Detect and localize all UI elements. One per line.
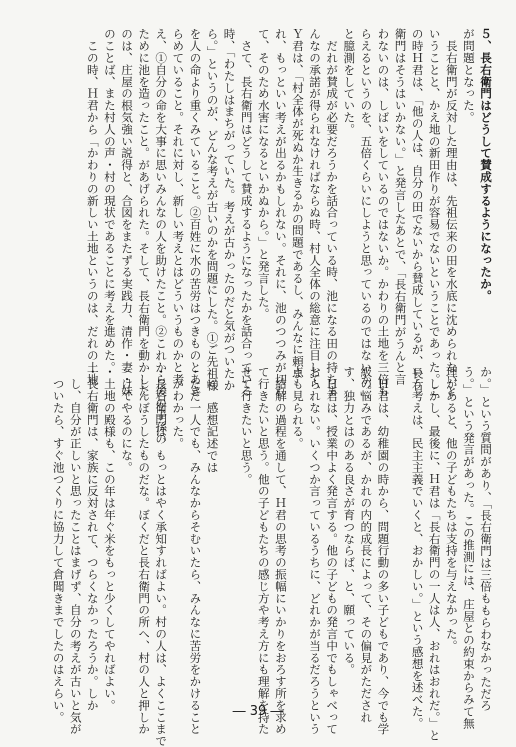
lower-text-line: ⑥ 感想記述では [205, 366, 220, 474]
upper-text-line: と臆測をしていた。 [342, 28, 357, 136]
lower-text-line: 結解の過程を通して、Ｈ君の思考の振幅にいかりをおろす所を求め [273, 366, 288, 735]
lower-text-line: Ｈ君は、授業中よく発言する。他の子どもの発言中でもしゃべって [325, 366, 340, 735]
upper-text-line: の時Ｈ君は、「他の人は、自分の田でないから賛成しているが、長右 [410, 28, 425, 392]
upper-text-line: 長右衛門が反対した理由は、先祖伝来の田を水底に沈められないと [444, 28, 459, 397]
lower-text-line: しんぼうしたものだな。ぼくだと長右衛門の所へ、村の人と押しか [137, 366, 152, 735]
lower-text-line: う。」という発言があった。この推測には、庄屋との約束からみて無 [461, 366, 476, 730]
upper-text-line: ために池を造ったこと。があげられた。そして、長右衛門を動かした [137, 28, 152, 397]
upper-text-line: れ、もっといい考えが出るかもしれない。それに、池のつつみが切れ [273, 28, 288, 397]
upper-text-line: んなの承諾が得られなければならぬ時、村人全体の総意に注目して、 [308, 28, 323, 397]
page-number: ― 39 ― [232, 704, 284, 719]
lower-text-line: 級の悩みであるが、かれの内的成長によって、その偏見がただされ [359, 366, 374, 723]
upper-text-line: だれが賛成が必要だろうかを話合っている時、池になる田の持ちま [325, 28, 340, 397]
upper-text-line: わないのは、しばいをしているのではないか。かわりの土地を三倍も [376, 28, 391, 397]
lower-text-line: ・ただ一人でも、みんなからそむいたら、みんなに苦労をかけること [188, 366, 203, 735]
lower-text-line: Ｈ君は、幼稚園の時から、問題行動の多い子どもであり、今でも学 [376, 366, 391, 735]
lower-text-line: せて行きたいと思う。 [239, 366, 254, 485]
lower-text-line [391, 366, 408, 696]
lower-text-line: いう考えは、民主主義でいくと、おかしい。」という感想を述べた。 [410, 366, 425, 730]
upper-text-line: が問題となった。 [461, 28, 476, 124]
lower-text-line: す、独力とはのある良さが育つならば、と、願っている。 [342, 366, 357, 676]
upper-text-line: いうことと、かえ地の新田作りが容易でないということであった。こ [427, 28, 442, 397]
lower-text-line: て行きたいと思う。他の子どもたちの感じ方や考え方にも理解を持た [256, 366, 271, 735]
lower-text-line [221, 366, 238, 696]
upper-text-line: 衛門はそうはいかない。」と発言したあとで、「長右衛門がうんと言 [393, 28, 408, 386]
lower-text-line: ・長右衛門は、家族に反対されて、つらくなかったろうか。しか [85, 366, 100, 712]
lower-text-line: か。」という質問があり、「長右衛門は三倍ももらわなかっただろ [479, 366, 493, 712]
upper-text-line: さて、長右衛門はどうして賛成するようになったかを話合っている [239, 28, 254, 397]
lower-text-line: 理があると、他の子どもたちは支持を与えなかった。 [444, 366, 459, 652]
lower-text-line: しかし、最後に、Ｈ君は「長右衛門の一人は人、おれはおれだ。」と [427, 366, 442, 741]
lower-text-line: ・土地の殿様も、この年は年ぐ米をもっと少くしてやればよい。 [102, 366, 117, 712]
upper-text-line: を人の命より重くみていること。②百姓に水の苦労はつきものとあき [188, 28, 203, 397]
upper-text-line: ５、長右衛門はどうして賛成するようになったか。 [479, 28, 493, 302]
lower-text-line: ・長右衛門は、もっとはやく承知すればよい。村の人は、よくここまで [154, 366, 169, 747]
upper-text-line: Ｙ君は、「村全体が死ぬか生きるかの問題であるし、みんなに頼ま [290, 28, 305, 380]
lower-text-line: ついたら、すぐ池つくりに協力して倉聞きまでしたのはえらい。 [51, 366, 66, 723]
upper-text-line: この時、Ｈ君から「かわりの新しい土地というのは、だれの土地 [85, 28, 100, 385]
lower-text-line: 点も見られる。 [290, 366, 305, 450]
upper-text-line: のは、庄屋の根気強い説得と、合図をまたずる実践力、清作・妻・妹 [120, 28, 135, 397]
lower-text-line: おられない。いくつか言っているうちに、どれかが当るだろうという [308, 366, 323, 735]
upper-text-line: らめていること。それに対し、新しい考えとはどういうものかと考 [171, 28, 186, 385]
upper-text-line: ら。」というのが、どんな考えが古いのかを問題にした。①ご先祖様 [205, 28, 220, 392]
upper-text-line: のことば、また村人の声・村の現状であることに考えを進めた。 [102, 28, 117, 374]
lower-text-line: けてやるのにな。 [120, 366, 135, 474]
lower-text-line: がわかった。 [171, 366, 186, 450]
upper-text-line: て、そのため水害になるといかぬから。」と発言した。 [256, 28, 271, 320]
upper-text-line: 時、「わたしはまちがっていた。考えが古かったのだと気がついたか [222, 28, 237, 392]
upper-text-line: え、①自分の命を大事に思いみんなの人を助けたこと。②これから後の子孫の [154, 28, 169, 445]
upper-text-line: らえるというのを、五倍くらいにしようと思っているのではないか。」 [359, 28, 374, 403]
lower-text-line: し、自分が正しいと思ったことはまげず、自分の考えが古いと気が [68, 366, 83, 735]
